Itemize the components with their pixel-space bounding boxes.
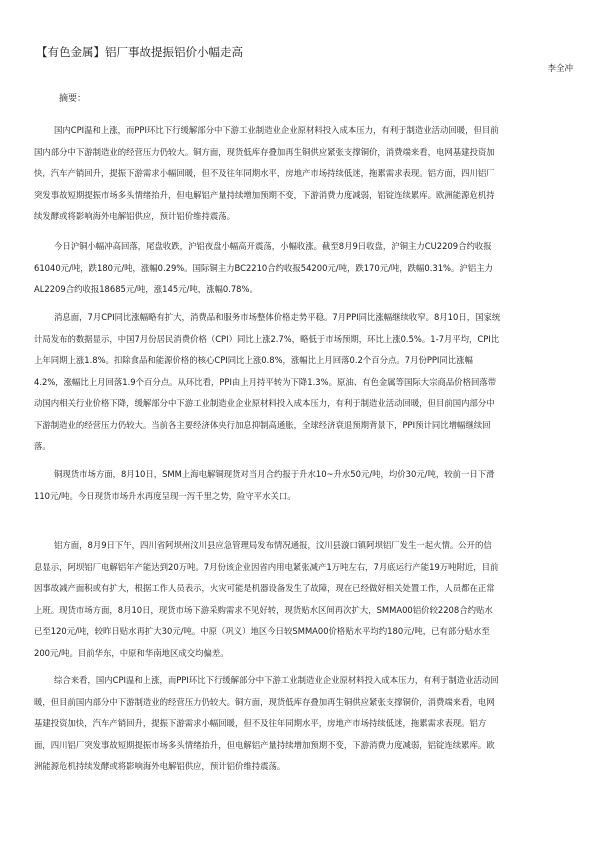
text-line: 消息面，7月CPI同比涨幅略有扩大，消费品和服务市场整体价格走势平稳。7月PPI同比涨幅继续收窄。8月10日，国家统 (54, 312, 501, 322)
text-line: 计局发布的数据显示，中国7月份居民消费价格（CPI）同比上涨2.7%，略低于市场预期，环比上涨0.5%。1-7月平均，CPI比 (34, 333, 500, 344)
text-line: 已至120元/吨，较昨日贴水再扩大30元/吨。中原（巩义）地区今日较SMMA00价格贴水平均约180元/吨，已有部分贴水至 (34, 626, 490, 636)
paragraph-copper-spot (34, 464, 564, 507)
article-title: 【有色金属】铝厂事故提振铝价小幅走高 (36, 45, 243, 59)
paragraph-conclusion (34, 670, 564, 778)
text-line: 国内部分中下游制造业的经营压力仍较大。铜方面，现货低库存叠加再生铜供应紧张支撑铜价，消费端来看，电网基建投资加 (34, 146, 495, 157)
paragraph-market (34, 236, 564, 301)
text-line: 下游制造业的经营压力仍较大。当前各主要经济体央行加息抑制高通胀，全球经济衰退预期背景下，PPI预计同比增幅继续回 (34, 419, 491, 430)
text-line: AL2209合约收报18685元/吨，涨145元/吨，涨幅0.78%。 (34, 284, 258, 294)
text-line: 综合来看，国内CPI温和上涨，而PPI环比下行缓解部分中下游工业制造业企业原材料投入成本压力，有利于制造业活动回 (54, 675, 499, 685)
text-line: 落。 (34, 441, 51, 451)
text-line: 4.2%，涨幅比上月回落1.9个百分点。从环比看，PPI由上月持平转为下降1.3%。原油、有色金属等国际大宗商品价格回落带 (34, 376, 497, 387)
text-line: 上班。现货市场方面，8月10日，现货市场下游采购需求不见好转，现货贴水区间再次扩大，SMMA00铝价较2208合约贴水 (34, 604, 493, 615)
text-line: 暖，但目前国内部分中下游制造业的经营压力仍较大。铜方面，现货低库存叠加再生铜供应紧张支撑铜价，消费端来看，电网 (34, 696, 495, 707)
text-line: 铝方面，8月9日下午，四川省阿坝州汶川县应急管理局发布情况通报，汶川县漩口镇阿坝铝厂发生一起火情。公开的信 (54, 540, 492, 550)
paragraph-news (34, 307, 564, 458)
text-line: 突发事故短期提振市场多头情绪抬升，但电解铝产量持续增加预期不变，下游消费力度减弱，铝锭连续累库。欧洲能源危机持 (34, 189, 495, 200)
text-line: 续发酵或将影响海外电解铝供应，预计铝价维持震荡。 (34, 211, 235, 221)
text-line: 基建投资加快，汽车产销回升，提振下游需求小幅回暖，但不及往年同期水平，房地产市场持续低迷，拖累需求表现。铝方 (34, 718, 487, 728)
text-line: 61040元/吨，跌180元/吨，涨幅0.29%。国际铜主力BC2210合约收报54200元/吨，跌170元/吨，跌幅0.31%。沪铝主力 (34, 262, 493, 273)
text-line: 今日沪铜小幅冲高回落，尾盘收跌，沪铝夜盘小幅高开震荡，小幅收涨。截至8月9日收盘，沪铜主力CU2209合约收报 (54, 241, 492, 251)
text-line: 因事故减产面积或有扩大，根据工作人员表示，火灾可能是机器设备发生了故障，现在已经做好相关处置工作，人员都在正常 (34, 583, 495, 593)
paragraph-aluminum (34, 535, 564, 664)
text-line: 面，四川铝厂突发事故短期提振市场多头情绪抬升，但电解铝产量持续增加预期不变，下游消费力度减弱，铝锭连续累库。欧 (34, 739, 495, 750)
author-name: 李全冲 (547, 64, 573, 74)
text-line: 上年同期上涨1.8%。扣除食品和能源价格的核心CPI同比上涨0.8%，涨幅比上月回落0.2个百分点。7月份PPI同比涨幅 (34, 355, 473, 365)
text-line: 200元/吨。目前华东，中原和华南地区成交均偏差。 (34, 647, 229, 658)
text-line: 洲能源危机持续发酵或将影响海外电解铝供应，预计铝价维持震荡。 (34, 761, 286, 771)
text-line: 铜现货市场方面，8月10日，SMM上海电解铜现货对当月合约报于升水10~升水50元/吨，均价30元/吨，较前一日下滑 (54, 469, 495, 479)
text-line: 110元/吨。今日现货市场升水再度呈现一泻千里之势，险守平水关口。 (34, 490, 296, 501)
text-line: 国内CPI温和上涨，而PPI环比下行缓解部分中下游工业制造业企业原材料投入成本压力，有利于制造业活动回暖，但目前 (54, 125, 499, 135)
abstract-label: 摘要： (59, 94, 87, 104)
text-line: 动国内相关行业价格下降，缓解部分中下游工业制造业企业原材料投入成本压力，有利于制造业活动回暖，但目前国内部分中 (34, 398, 495, 408)
text-line: 息显示，阿坝铝厂电解铝年产能达到20万吨。7月份该企业因省内用电紧张减产1万吨左右，7月底运行产能19万吨附近，目前 (34, 561, 499, 572)
paragraph-summary (34, 120, 564, 228)
text-line: 快，汽车产销回升，提振下游需求小幅回暖，但不及往年同期水平，房地产市场持续低迷，拖累需求表现。铝方面，四川铝厂 (34, 168, 495, 178)
